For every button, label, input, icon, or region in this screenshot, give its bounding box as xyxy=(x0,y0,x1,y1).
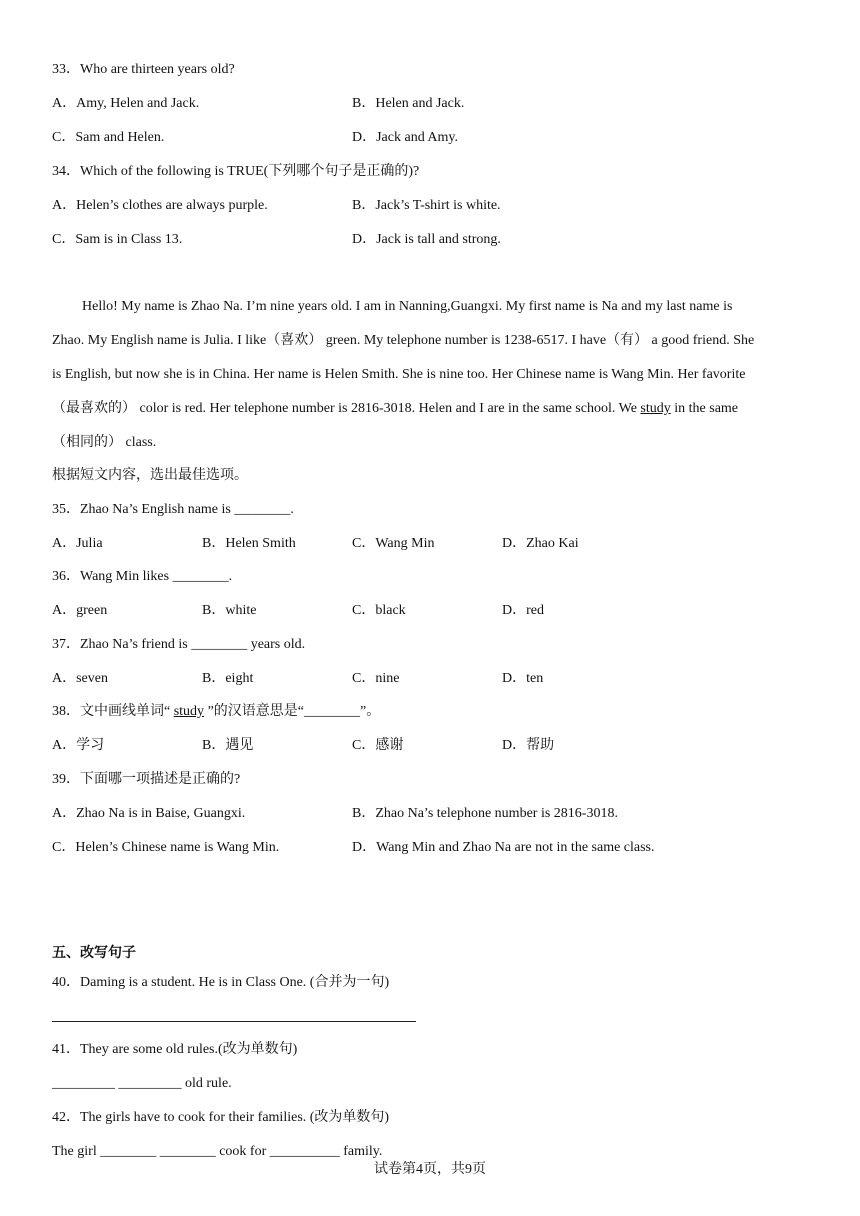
section-5-heading: 五、改写句子 xyxy=(52,946,136,961)
passage-line-4-text: （最喜欢的） color is red. Her telephone number is 2816-3018. Helen and I are in the same school. We xyxy=(52,401,641,416)
q34-option-a: A．Helen’s clothes are always purple. xyxy=(52,198,268,213)
q36-option-c: C．black xyxy=(352,603,406,618)
q37-option-d: D．ten xyxy=(502,671,544,686)
q38-option-d: D．帮助 xyxy=(502,738,555,753)
q37-option-c: C．nine xyxy=(352,671,400,686)
q33-option-a: A．Amy, Helen and Jack. xyxy=(52,96,200,111)
passage-line-2: Zhao. My English name is Julia. I like（喜欢） green. My telephone number is 1238-6517. I have（有） a good friend. She xyxy=(52,333,755,348)
passage-line-4-end: in the same xyxy=(670,401,739,416)
q35-option-d: D．Zhao Kai xyxy=(502,536,579,551)
q39-option-c: C．Helen’s Chinese name is Wang Min. xyxy=(52,840,280,855)
q36-option-b: B．white xyxy=(202,603,257,618)
q42-answer-blanks[interactable]: The girl ________ ________ cook for __________ family. xyxy=(52,1144,383,1159)
q38-stem-start: 38．文中画线单词“ xyxy=(52,704,174,719)
q41-answer-blanks[interactable]: _________ _________ old rule. xyxy=(52,1076,232,1091)
q40-answer-line[interactable] xyxy=(52,1021,416,1022)
question-37-stem: 37．Zhao Na’s friend is ________ years old. xyxy=(52,637,306,652)
question-36-stem: 36．Wang Min likes ________. xyxy=(52,569,233,584)
question-39-stem: 39．下面哪一项描述是正确的? xyxy=(52,772,241,787)
question-33-stem: 33．Who are thirteen years old? xyxy=(52,62,235,77)
passage-line-1: Hello! My name is Zhao Na. I’m nine years old. I am in Nanning,Guangxi. My first name is Na and my last name is xyxy=(82,299,733,314)
q33-option-b: B．Helen and Jack. xyxy=(352,96,465,111)
question-34-stem: 34．Which of the following is TRUE(下列哪个句子是正确的)? xyxy=(52,164,420,179)
q39-option-a: A．Zhao Na is in Baise, Guangxi. xyxy=(52,806,246,821)
question-42-stem: 42．The girls have to cook for their families. (改为单数句) xyxy=(52,1110,390,1125)
q38-option-c: C．感谢 xyxy=(352,738,404,753)
question-38-stem xyxy=(52,705,380,719)
q37-option-a: A．seven xyxy=(52,671,108,686)
q38-option-a: A．学习 xyxy=(52,738,105,753)
page-footer: 试卷第4页，共9页 xyxy=(374,1162,486,1177)
passage-instruction: 根据短文内容，选出最佳选项。 xyxy=(52,468,248,483)
q33-option-d: D．Jack and Amy. xyxy=(352,130,459,145)
q38-option-b: B．遇见 xyxy=(202,738,254,753)
passage-line-5: （相同的） class. xyxy=(52,435,157,450)
q38-underlined-word: study xyxy=(173,704,205,719)
q39-option-b: B．Zhao Na’s telephone number is 2816-3018. xyxy=(352,806,618,821)
passage-line-4 xyxy=(52,402,738,416)
passage-line-3: is English, but now she is in China. Her name is Helen Smith. She is nine too. Her Chinese name is Wang Min. Her favorite xyxy=(52,367,746,382)
q35-option-c: C．Wang Min xyxy=(352,536,435,551)
q38-stem-end: ”的汉语意思是“________”。 xyxy=(204,704,381,719)
q36-option-a: A．green xyxy=(52,603,108,618)
q34-option-d: D．Jack is tall and strong. xyxy=(352,232,501,247)
q36-option-d: D．red xyxy=(502,603,544,618)
q33-option-c: C．Sam and Helen. xyxy=(52,130,165,145)
q39-option-d: D．Wang Min and Zhao Na are not in the same class. xyxy=(352,840,655,855)
q34-option-b: B．Jack’s T-shirt is white. xyxy=(352,198,501,213)
q34-option-c: C．Sam is in Class 13. xyxy=(52,232,183,247)
q35-option-a: A．Julia xyxy=(52,536,103,551)
underlined-word-study: study xyxy=(640,401,671,416)
question-40-stem: 40．Daming is a student. He is in Class One. (合并为一句) xyxy=(52,975,390,990)
q37-option-b: B．eight xyxy=(202,671,254,686)
question-41-stem: 41．They are some old rules.(改为单数句) xyxy=(52,1042,298,1057)
q35-option-b: B．Helen Smith xyxy=(202,536,296,551)
question-35-stem: 35．Zhao Na’s English name is ________. xyxy=(52,502,294,517)
